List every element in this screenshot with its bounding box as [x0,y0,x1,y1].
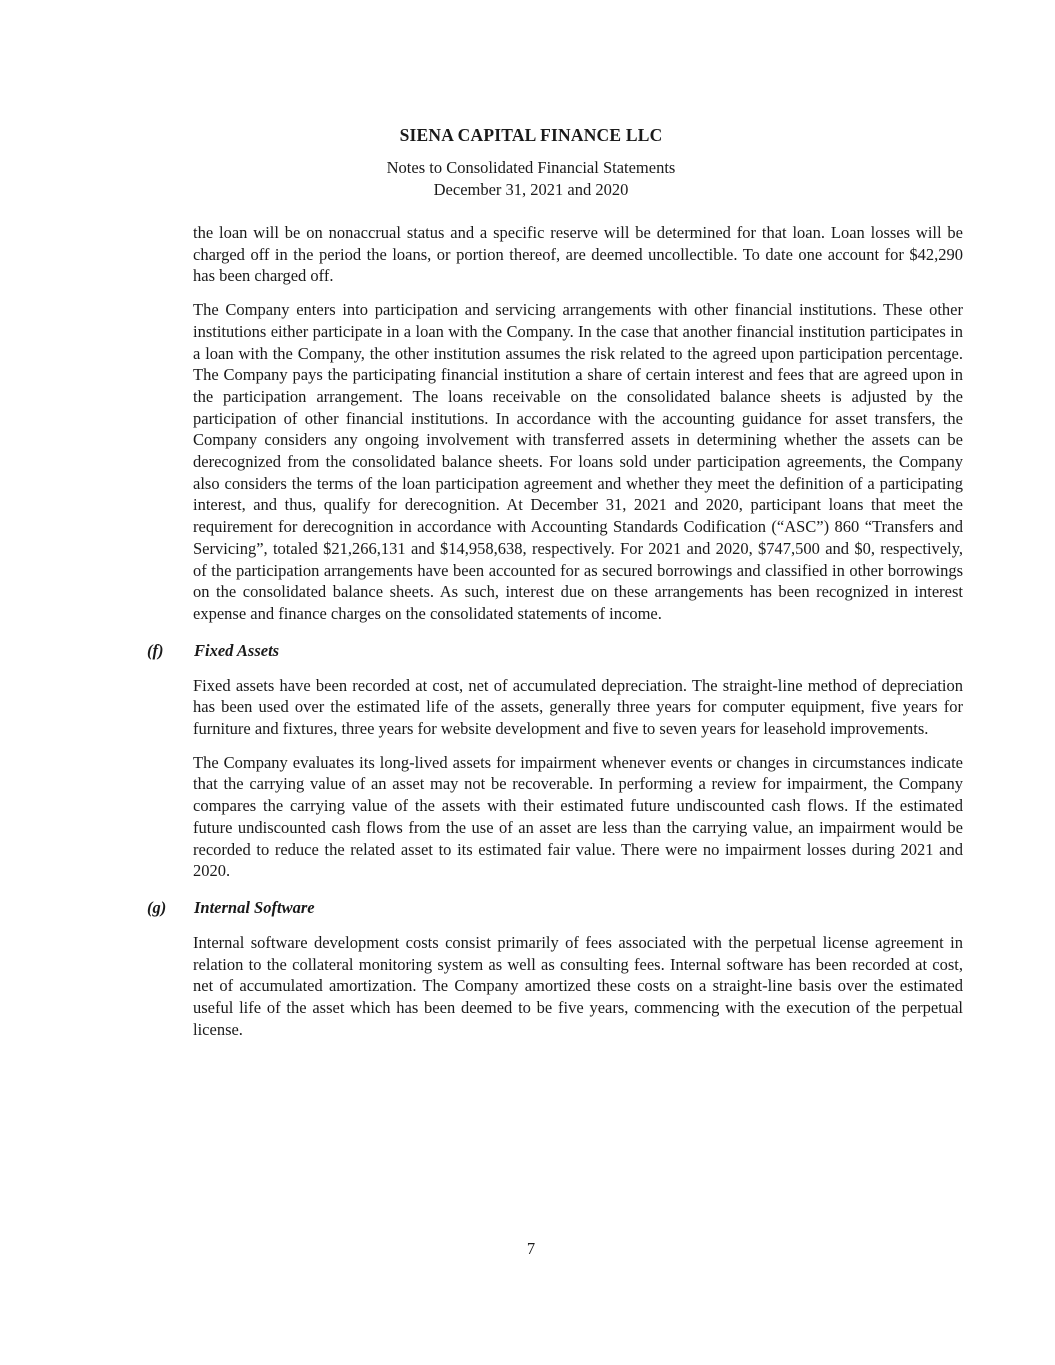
company-name: SIENA CAPITAL FINANCE LLC [399,125,663,145]
internal-software-paragraph: Internal software development costs consist primarily of fees associated with the perpetual license agreement in relation to the collateral monitoring system as well as consulting fees. Internal software has been recorded at cost, net of accumulated amortization. The Company amortized these costs on a straight-line basis over the estimated useful life of the asset which has been deemed to be five years, commencing with the execution of the perpetual license. [193,932,963,1039]
section-letter: (g) [147,897,167,917]
section-heading-internal-software [147,897,963,919]
fixed-assets-paragraph-1: Fixed assets have been recorded at cost, net of accumulated depreciation. The straight-line method of depreciation has been used over the estimated life of the assets, generally three years for computer equipment, five years for furniture and fixtures, three years for website development and five to seven years for leasehold improvements. [193,675,963,739]
fixed-assets-paragraph-2: The Company evaluates its long-lived assets for impairment whenever events or changes in circumstances indicate that the carrying value of an asset may not be recoverable. In performing a review for impairment, the Company compares the carrying value of the assets with their estimated future undiscounted cash flows. If the estimated future undiscounted cash flows from the use of an asset are less than the carrying value, an impairment would be recorded to reduce the related asset to its estimated fair value. There were no impairment losses during 2021 and 2020. [193,752,963,881]
document-period: December 31, 2021 and 2020 [433,180,629,199]
section-title: Internal Software [194,897,315,917]
page-number: 7 [526,1239,536,1258]
participation-paragraph: The Company enters into participation and servicing arrangements with other financial institutions. These other institutions either participate in a loan with the Company. In the case that another financial institution participates in a loan with the Company, the other institution assumes the risk related to the agreed upon participation percentage. The Company pays the participating financial institution a share of certain interest and fees that are agreed upon in the participation arrangement. The loans receivable on the consolidated balance sheets is adjusted by the participation of other financial institutions. In accordance with the accounting guidance for asset transfers, the Company considers any ongoing involvement with transferred assets in determining whether the assets can be derecognized from the consolidated balance sheets. For loans sold under participation agreements, the Company also considers the terms of the loan participation agreement and whether they meet the definition of a participating interest, and thus, qualify for derecognition. At December 31, 2021 and 2020, participant loans that meet the requirement for derecognition in accordance with Accounting Standards Codification (“ASC”) 860 “Transfers and Servicing”, totaled $21,266,131 and $14,958,638, respectively. For 2021 and 2020, $747,500 and $0, respectively, of the participation arrangements have been accounted for as secured borrowings and classified in other borrowings on the consolidated balance sheets. As such, interest due on these arrangements has been recognized in interest expense and finance charges on the consolidated statements of income. [193,300,963,623]
page-header [0,124,1055,201]
section-title: Fixed Assets [194,640,280,660]
continuation-paragraph: the loan will be on nonaccrual status and a specific reserve will be determined for that loan. Loan losses will be charged off in the period the loans, or portion thereof, are deemed uncollectible. To date one account for $42,290 has been charged off. [193,223,963,286]
notes-body [147,222,963,1053]
section-letter: (f) [147,640,164,660]
document-subtitle: Notes to Consolidated Financial Statements [386,158,676,177]
section-heading-fixed-assets [147,640,963,662]
